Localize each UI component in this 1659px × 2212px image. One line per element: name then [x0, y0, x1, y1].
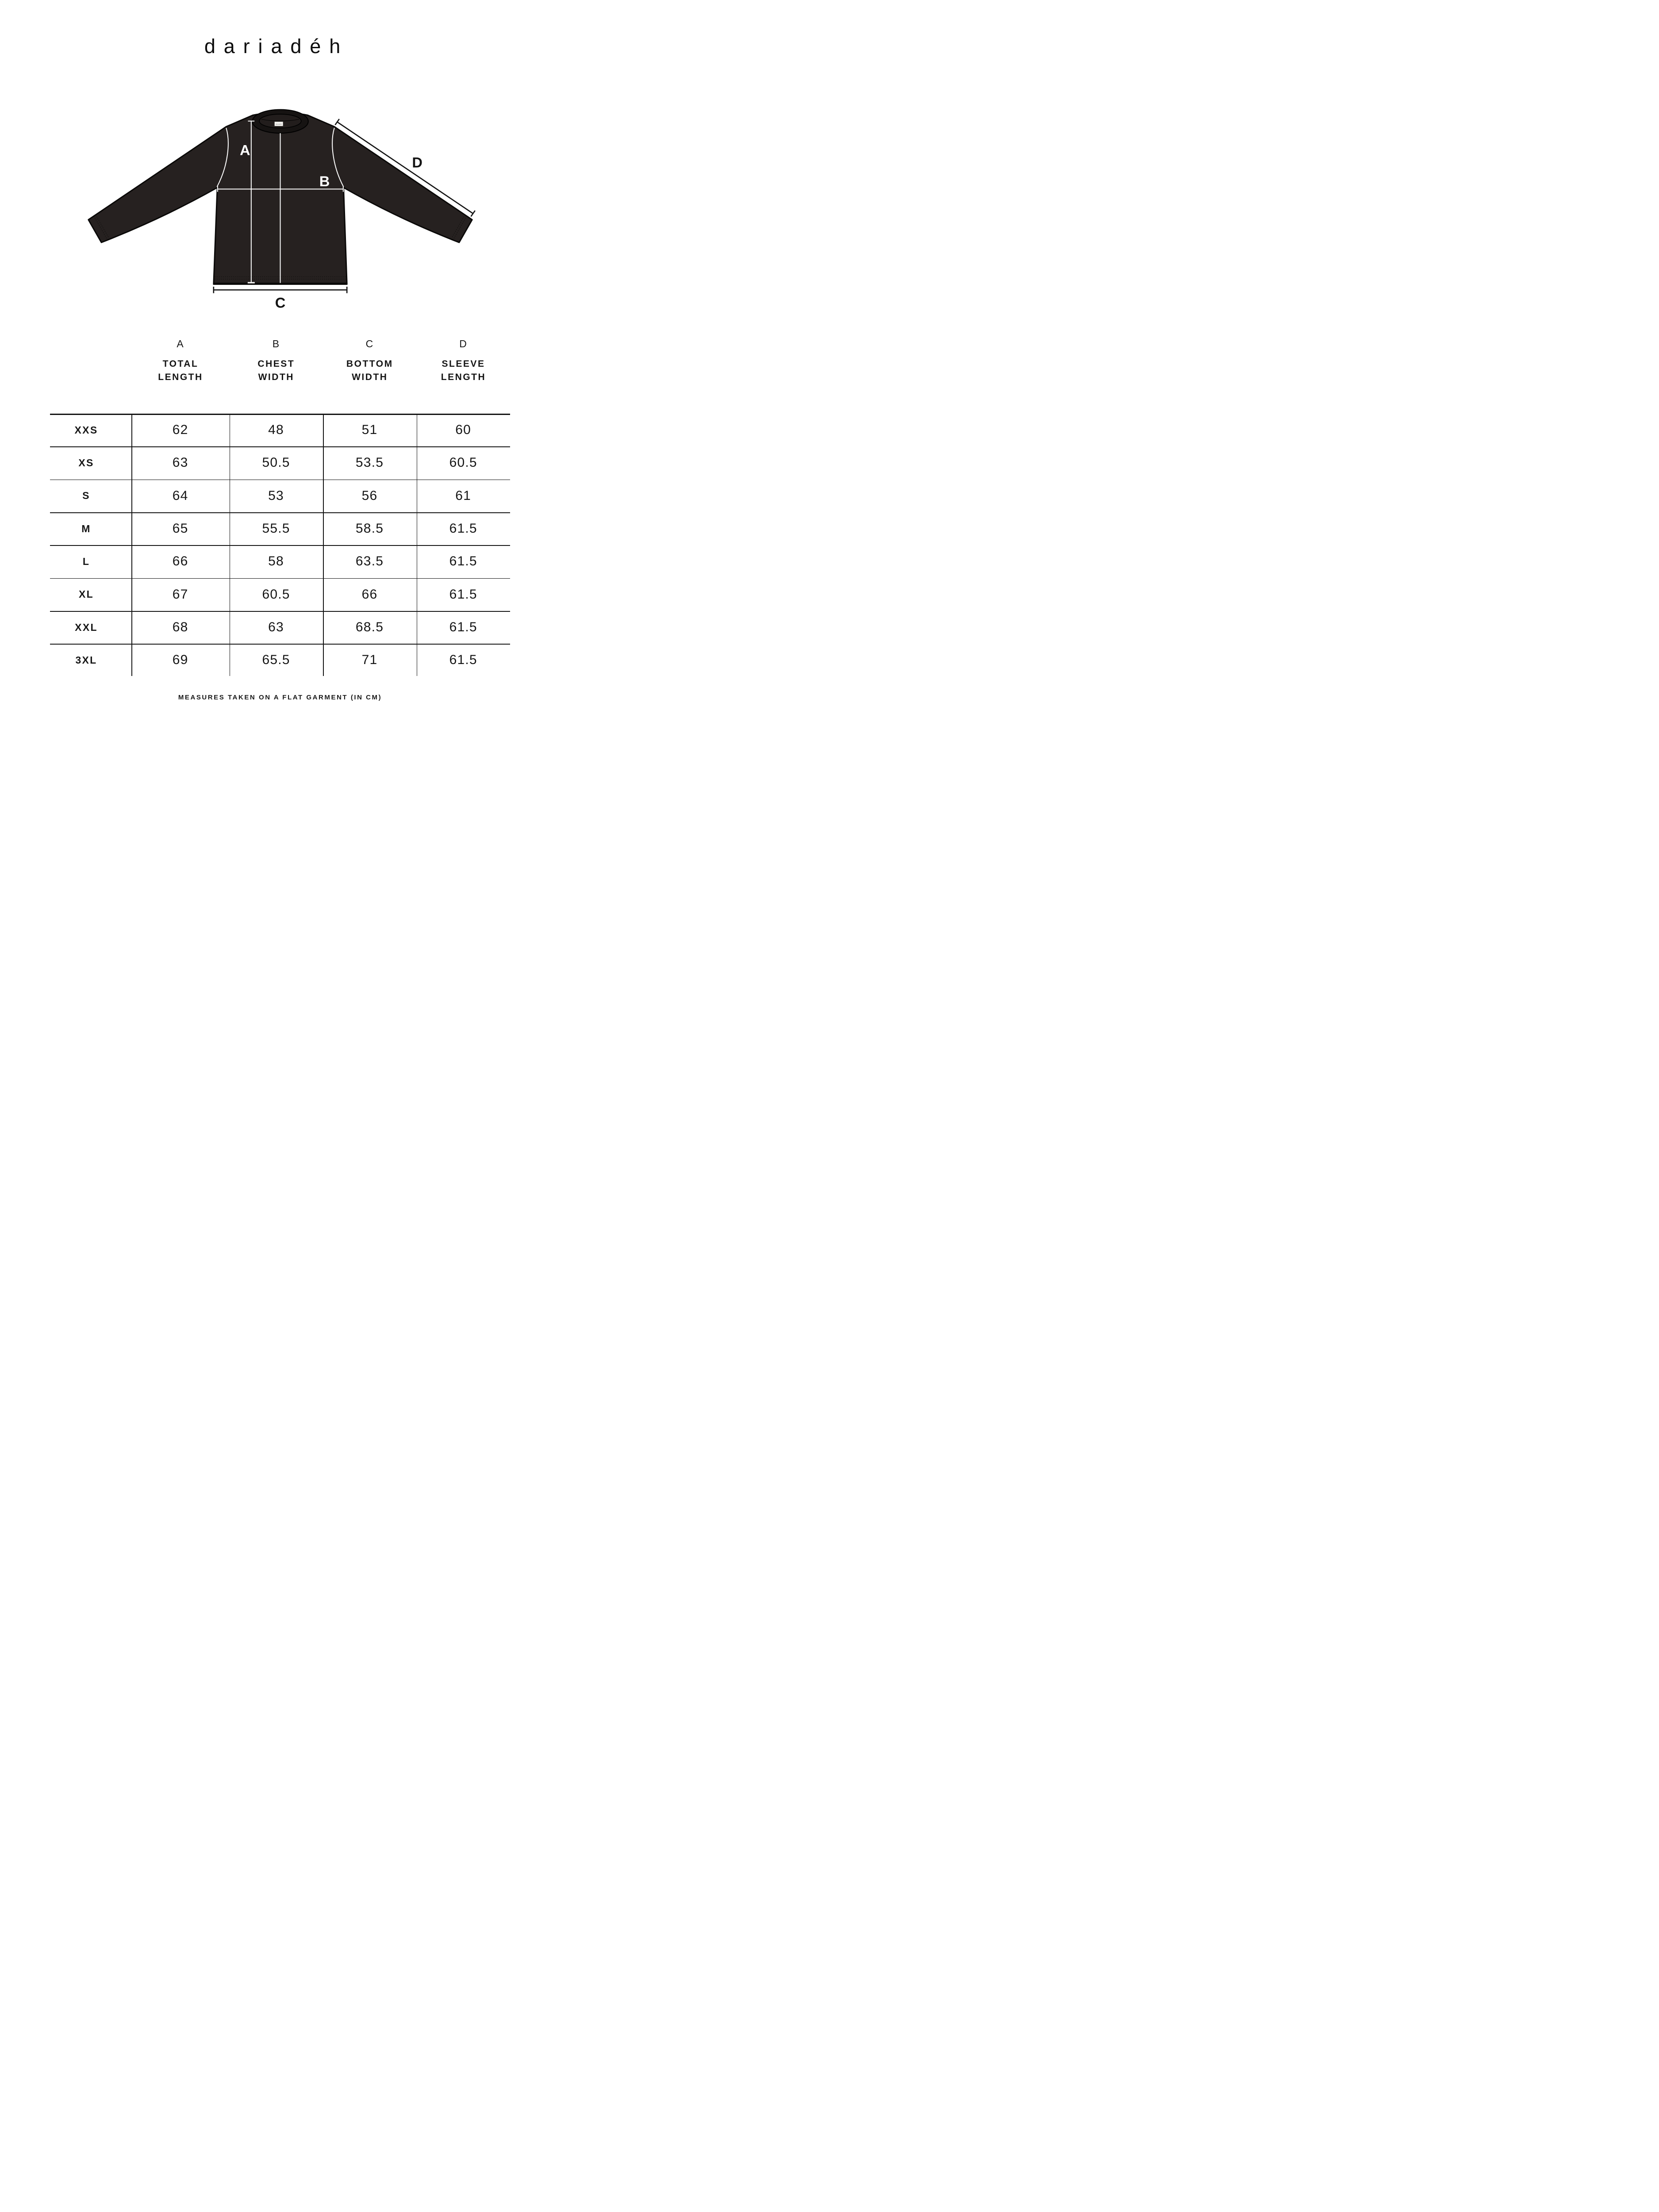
- measurement-value: 67: [172, 587, 188, 602]
- neck-tag: [275, 122, 283, 126]
- measurement-value: 64: [172, 488, 188, 503]
- table-row-3XL: [50, 644, 510, 676]
- column-header-C: [328, 338, 412, 384]
- table-row-XL: [50, 578, 510, 611]
- measurement-value: 58: [268, 554, 284, 569]
- measurement-value: 61.5: [449, 653, 477, 668]
- measurement-value: 60: [455, 422, 472, 438]
- measurement-value: 60.5: [449, 455, 477, 470]
- column-name: CHEST WIDTH: [257, 359, 295, 382]
- size-label: 3XL: [75, 654, 97, 666]
- measurement-value: 63: [268, 620, 284, 635]
- measurement-value: 48: [268, 422, 284, 438]
- measurement-value: 65.5: [262, 653, 290, 668]
- measurement-value: 66: [361, 587, 378, 602]
- measurement-value: 69: [172, 653, 188, 668]
- measurement-value: 53: [268, 488, 284, 503]
- measurement-value: 55.5: [262, 521, 290, 536]
- measurement-value: 71: [361, 653, 378, 668]
- measure-c-line: [214, 287, 347, 293]
- column-header-B: [234, 338, 318, 384]
- measurement-value: 63.5: [355, 554, 384, 569]
- size-label: M: [81, 522, 91, 534]
- column-letter: B: [272, 338, 280, 349]
- column-name: SLEEVE LENGTH: [441, 359, 486, 382]
- table-row-S: [50, 480, 510, 512]
- measurement-value: 68.5: [355, 620, 384, 635]
- long-sleeve-shirt-drawing: [80, 100, 490, 317]
- measure-d-label: D: [412, 154, 422, 171]
- brand-logo: dariadéh: [204, 35, 349, 58]
- measure-a-label: A: [240, 142, 250, 158]
- column-letter: A: [177, 338, 184, 349]
- measurement-value: 53.5: [355, 455, 384, 470]
- column-header-D: [422, 338, 506, 384]
- measurement-value: 61.5: [449, 620, 477, 635]
- size-label: XXL: [75, 621, 98, 633]
- measurement-value: 61: [455, 488, 472, 503]
- measurement-value: 63: [172, 455, 188, 470]
- column-letter: C: [365, 338, 374, 349]
- size-label: XL: [79, 588, 94, 600]
- table-row-M: [50, 512, 510, 545]
- garment-diagram: [80, 100, 490, 317]
- column-name: TOTAL LENGTH: [158, 359, 203, 382]
- measurement-value: 61.5: [449, 587, 477, 602]
- measurement-value: 60.5: [262, 587, 290, 602]
- measurement-value: 51: [361, 422, 378, 438]
- column-letter: D: [459, 338, 468, 349]
- size-label: L: [82, 555, 90, 567]
- measurement-value: 61.5: [449, 521, 477, 536]
- neck-tag-text: dariadéh: [275, 123, 282, 125]
- measurement-value: 62: [172, 422, 188, 438]
- table-row-XXL: [50, 611, 510, 644]
- measurement-value: 66: [172, 554, 188, 569]
- column-header-A: [138, 338, 223, 384]
- size-label: XS: [78, 457, 94, 469]
- size-chart-page: [0, 0, 553, 737]
- table-row-XXS: [50, 414, 510, 446]
- measurement-value: 68: [172, 620, 188, 635]
- footer-note: MEASURES TAKEN ON A FLAT GARMENT (IN CM): [178, 694, 382, 701]
- measurement-value: 56: [361, 488, 378, 503]
- measurement-value: 61.5: [449, 554, 477, 569]
- measurement-value: 58.5: [355, 521, 384, 536]
- measure-c-label: C: [275, 294, 286, 311]
- measurement-value: 50.5: [262, 455, 290, 470]
- size-label: S: [82, 490, 90, 502]
- measurement-value: 65: [172, 521, 188, 536]
- size-label: XXS: [74, 424, 98, 436]
- table-row-L: [50, 545, 510, 578]
- column-name: BOTTOM WIDTH: [346, 359, 393, 382]
- table-row-XS: [50, 446, 510, 479]
- measure-b-label: B: [319, 173, 330, 189]
